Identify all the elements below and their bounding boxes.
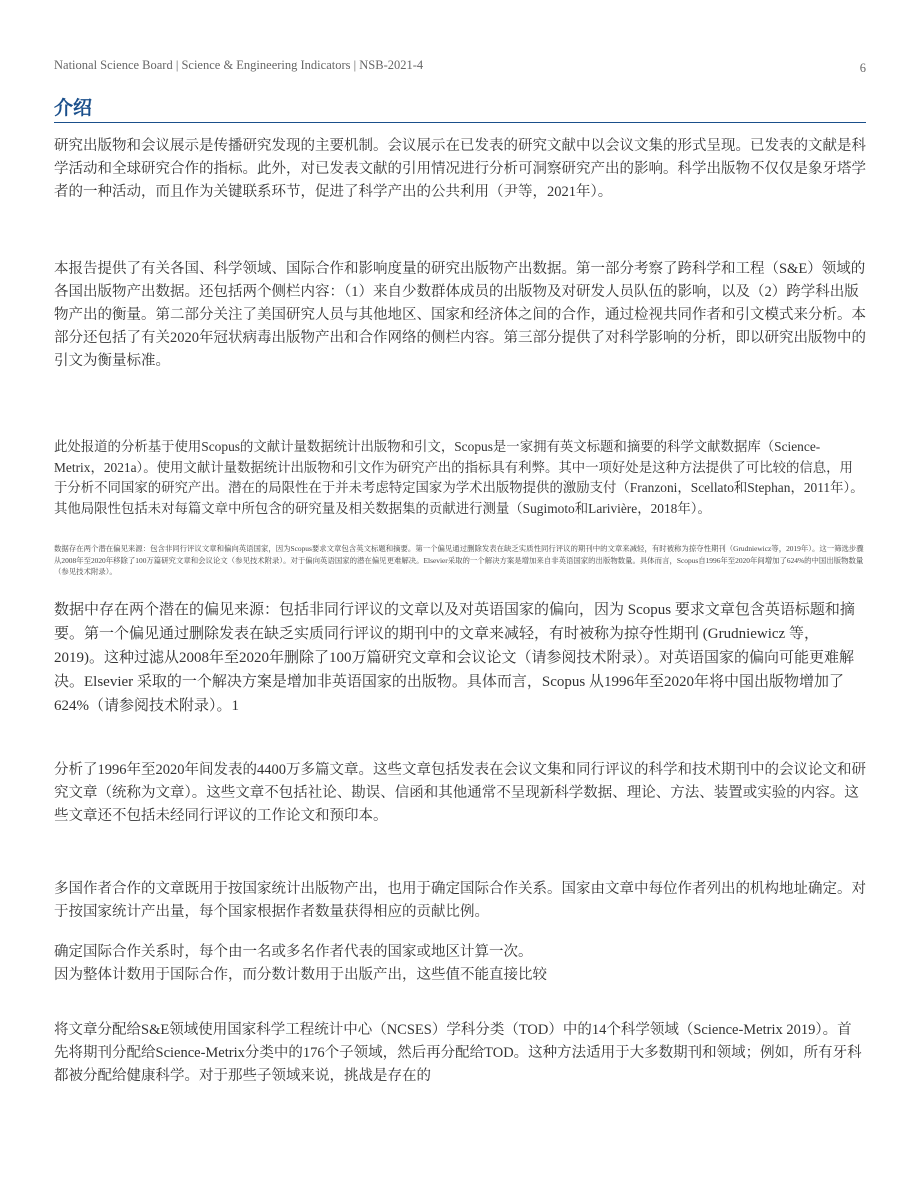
paragraph-bias-sources: 数据中存在两个潜在的偏见来源：包括非同行评议的文章以及对英语国家的偏向，因为 Scopus 要求文章包含英语标题和摘要。第一个偏见通过删除发表在缺乏实质同行评议的期刊中的文章来减轻，有时被称为掠夺性期刊 (Grudniewicz 等，2019)。这种过滤从2008年至2020年删除了100万篇研究文章和会议论文（请参阅技术附录）。对英语国家的偏向可能更难解决。Elsevier 采取的一个解决方案是增加非英语国家的出版物。具体而言，Scopus 从1996年至2020年将中国出版物增加了624%（请参阅技术附录）。1: [54, 602, 855, 714]
running-head-text: National Science Board | Science & Engineering Indicators | NSB-2021-4: [54, 58, 424, 72]
paragraph-article-scope: 分析了1996年至2020年间发表的4400万多篇文章。这些文章包括发表在会议文集和同行评议的科学和技术期刊中的会议论文和研究文章（统称为文章）。这些文章不包括社论、勘误、信函和其他通常不呈现新科学数据、理论、方法、装置或实验的内容。这些文章还不包括未经同行评议的工作论文和预印本。: [54, 762, 866, 824]
paragraph-count-comparison: 因为整体计数用于国际合作，而分数计数用于出版产出，这些值不能直接比较: [54, 967, 547, 983]
running-header: [54, 58, 866, 73]
paragraph-scopus-analysis: 此处报道的分析基于使用Scopus的文献计量数据统计出版物和引文，Scopus是一家拥有英文标题和摘要的科学文献数据库（Science-Metrix，2021a）。使用文献计量数据统计出版物和引文作为研究产出的指标具有利弊。其中一项好处是这种方法提供了可比较的信息，用于分析不同国家的研究产出。潜在的局限性在于并未考虑特定国家为学术出版物提供的激励支付（Franzoni，Scellato和Stephan，2011年）。其他局限性包括未对每篇文章中所包含的研究量及相关数据集的贡献进行测量（Sugimoto和Larivière，2018年）。: [54, 439, 864, 516]
section-title: 介绍: [54, 97, 93, 119]
paragraph-multinational-authors: 多国作者合作的文章既用于按国家统计出版物产出，也用于确定国际合作关系。国家由文章中每位作者列出的机构地址确定。对于按国家统计产出量，每个国家根据作者数量获得相应的贡献比例。: [54, 881, 866, 920]
paragraph-intro: 研究出版物和会议展示是传播研究发现的主要机制。会议展示在已发表的研究文献中以会议文集的形式呈现。已发表的文献是科学活动和全球研究合作的指标。此外，对已发表文献的引用情况进行分析可洞察研究产出的影响。科学出版物不仅仅是象牙塔学者的一种活动，而且作为关键联系环节，促进了科学产出的公共利用（尹等，2021年）。: [54, 138, 866, 200]
title-divider: [54, 122, 866, 123]
paragraph-report-overview: 本报告提供了有关各国、科学领域、国际合作和影响度量的研究出版物产出数据。第一部分考察了跨科学和工程（S&E）领域的各国出版物产出数据。还包括两个侧栏内容：（1）来自少数群体成员的出版物及对研发人员队伍的影响，以及（2）跨学科出版物产出的衡量。第二部分关注了美国研究人员与其他地区、国家和经济体之间的合作，通过检视共同作者和引文模式来分析。本部分还包括了有关2020年冠状病毒出版物产出和合作网络的侧栏内容。第三部分提供了对科学影响的分析，即以研究出版物中的引文为衡量标准。: [54, 261, 866, 369]
paragraph-bias-small-print: 数据存在两个潜在偏见来源：包含非同行评议文章和偏向英语国家，因为Scopus要求文章包含英文标题和摘要。第一个偏见通过删除发表在缺乏实质性同行评议的期刊中的文章来减轻，有时被称为掠夺性期刊（Grudniewicz等，2019年）。这一筛选步骤从2008年至2020年移除了100万篇研究文章和会议论文（参见技术附录）。对于偏向英语国家的潜在偏见更难解决。Elsevier采取的一个解决方案是增加来自非英语国家的出版物数量。具体而言，Scopus自1996年至2020年间增加了624%的中国出版物数量（参见技术附录）。: [54, 544, 864, 576]
paragraph-field-assignment: 将文章分配给S&E领域使用国家科学工程统计中心（NCSES）学科分类（TOD）中的14个科学领域（Science-Metrix 2019）。首先将期刊分配给Science-Metrix分类中的176个子领域，然后再分配给TOD。这种方法适用于大多数期刊和领域；例如，所有牙科都被分配给健康科学。对于那些子领域来说，挑战是存在的: [54, 1022, 862, 1084]
page-number: 6: [859, 61, 866, 75]
paragraph-collaboration-count: 确定国际合作关系时，每个由一名或多名作者代表的国家或地区计算一次。: [54, 944, 533, 960]
